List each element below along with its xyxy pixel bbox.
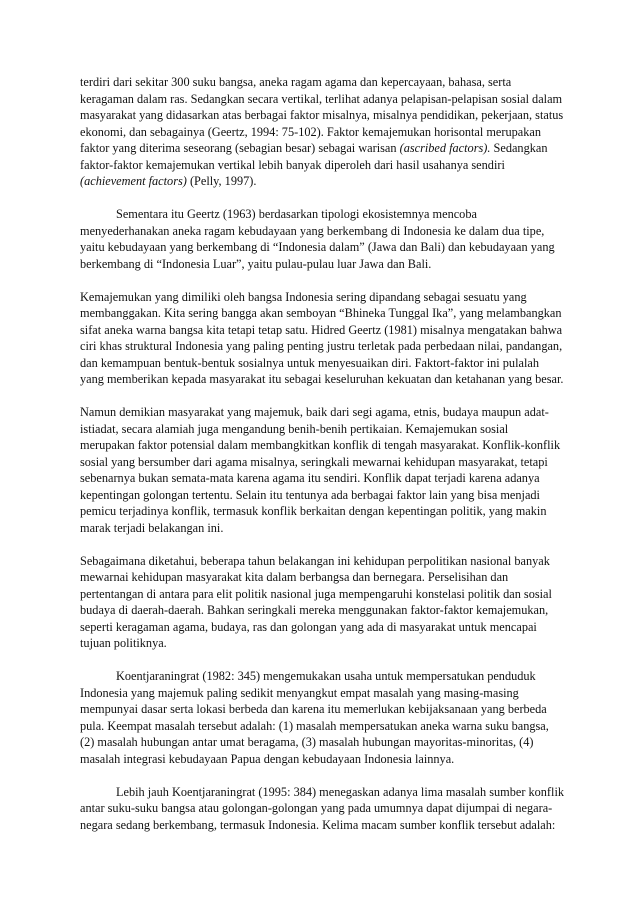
paragraph-text: Lebih jauh Koentjaraningrat (1995: 384) menegaskan adanya lima masalah sumber konflik antar suku-suku bangsa atau golongan-golongan yang pada umumnya dapat dijumpai di negara-negara sedang berkembang, termasuk Indonesia. Kelima macam sumber konflik tersebut adalah: — [80, 784, 565, 832]
paragraph-text: Kemajemukan yang dimiliki oleh bangsa Indonesia sering dipandang sebagai sesuatu yang membanggakan. Kita sering bangga akan semboyan “Bhineka Tunggal Ika”, yang melambangkan sifat aneka warna bangsa kita tetapi tetap satu. Hidred Geertz (1981) misalnya mengatakan bahwa ciri khas struktural Indonesia yang paling penting justru terletak pada perbedaan nilai, pandangan, dan kemampuan bentuk-bentuk sosialnya untuk menyesuaikan diri. Faktort-faktor ini pulalah yang memberikan kepada masyarakat itu sebagai keseluruhan kekuatan dan ketahanan yang besar. — [80, 289, 564, 386]
paragraph — [80, 668, 565, 767]
italic-term: (achievement factors) — [80, 174, 187, 188]
paragraph-text: Sedangkan faktor-faktor kemajemukan vertikal lebih banyak diperoleh dari hasil usahanya sendiri — [80, 141, 548, 172]
paragraph — [80, 74, 565, 190]
paragraph — [80, 404, 565, 536]
paragraph — [80, 206, 565, 272]
italic-term: (ascribed factors). — [399, 141, 491, 155]
paragraph-text: Koentjaraningrat (1982: 345) mengemukakan usaha untuk mempersatukan penduduk Indonesia yang majemuk paling sedikit menyangkut empat masalah yang masing-masing mempunyai dasar serta lokasi berbeda dan karena itu memerlukan kebijaksanaan yang berbeda pula. Keempat masalah tersebut adalah: (1) masalah mempersatukan aneka warna suku bangsa, (2) masalah hubungan antar umat beragama, (3) masalah hubungan mayoritas-minoritas, (4) masalah integrasi kebudayaan Papua dengan kebudayaan Indonesia lainnya. — [80, 669, 549, 766]
paragraph-text: Namun demikian masyarakat yang majemuk, baik dari segi agama, etnis, budaya maupun adat-istiadat, secara alamiah juga mengandung benih-benih pertikaian. Kemajemukan sosial merupakan faktor potensial dalam membangkitkan konflik di tengah masyarakat. Konflik-konflik sosial yang bersumber dari agama misalnya, seringkali mewarnai kehidupan masyarakat, tetapi sebenarnya bukan semata-mata karena agama itu sendiri. Konflik dapat terjadi karena adanya kepentingan golongan tertentu. Selain itu tentunya ada berbagai faktor lain yang bisa menjadi pemicu terjadinya konflik, termasuk konflik berkaitan dengan kepentingan politik, yang makin marak terjadi belakangan ini. — [80, 405, 561, 535]
document-page — [80, 74, 565, 850]
paragraph — [80, 784, 565, 834]
paragraph — [80, 553, 565, 652]
paragraph-text: Sementara itu Geertz (1963) berdasarkan tipologi ekosistemnya mencoba menyederhanakan aneka ragam kebudayaan yang berkembang di Indonesia ke dalam dua tipe, yaitu kebudayaan yang berkembang di “Indonesia dalam” (Jawa dan Bali) dan kebudayaan yang berkembang di “Indonesia Luar”, yaitu pulau-pulau luar Jawa dan Bali. — [80, 207, 555, 271]
paragraph-text: Sebagaimana diketahui, beberapa tahun belakangan ini kehidupan perpolitikan nasional banyak mewarnai kehidupan masyarakat kita dalam berbangsa dan bernegara. Perselisihan dan pertentangan di antara para elit politik nasional juga mempengaruhi konstelasi politik dan sosial budaya di daerah-daerah. Bahkan seringkali mereka menggunakan faktor-faktor kemajemukan, seperti keragaman agama, budaya, ras dan golongan yang ada di masyarakat untuk mencapai tujuan politiknya. — [80, 553, 552, 650]
paragraph-text: (Pelly, 1997). — [186, 174, 257, 188]
paragraph — [80, 289, 565, 388]
paragraph-text: terdiri dari sekitar 300 suku bangsa, aneka ragam agama dan kepercayaan, bahasa, serta keragaman dalam ras. Sedangkan secara vertikal, terlihat adanya pelapisan-pelapisan sosial dalam masyarakat yang didasarkan atas berbagai faktor misalnya, misalnya pendidikan, pekerjaan, status ekonomi, dan sebagainya (Geertz, 1994: 75-102). Faktor kemajemukan horisontal merupakan faktor yang diterima seseorang (sebagian besar) sebagai warisan — [80, 75, 564, 155]
